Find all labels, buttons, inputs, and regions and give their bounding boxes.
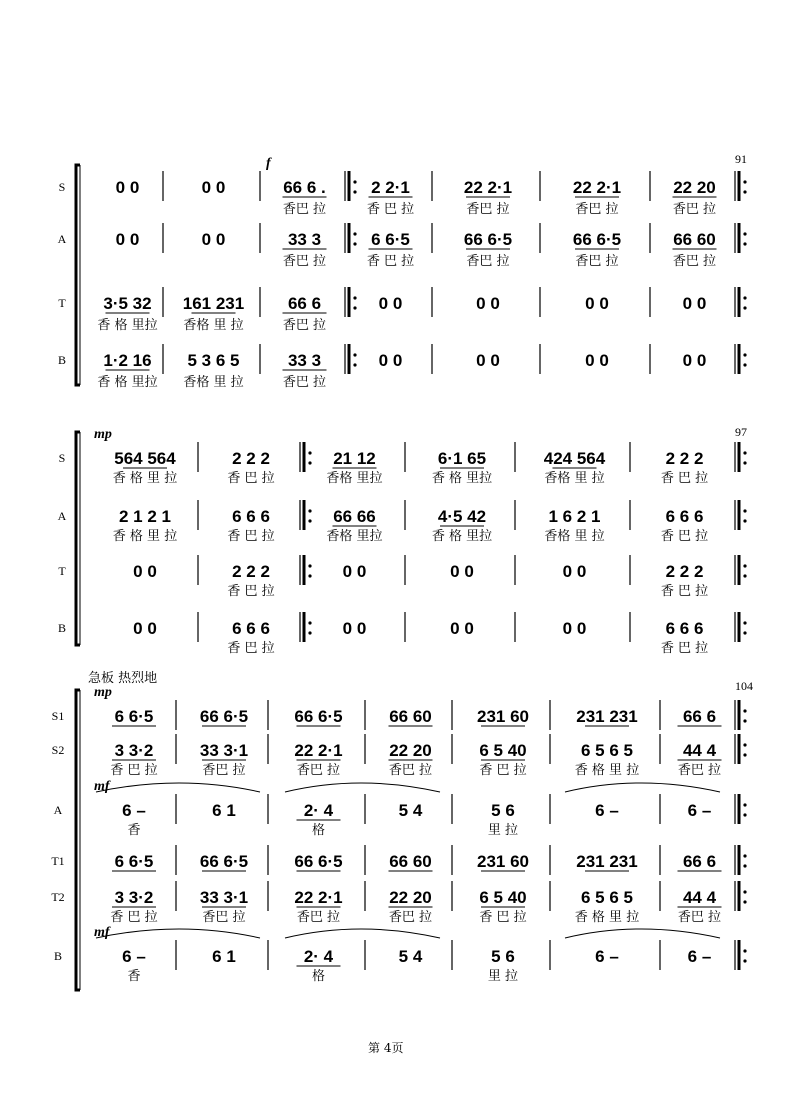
repeat-dot [308, 509, 311, 512]
note-group: 0 0 [450, 562, 474, 581]
repeat-dot [743, 813, 746, 816]
note-group: 66 6 [682, 852, 717, 871]
note-group: 0 0 [115, 178, 140, 197]
note-group: 0 0 [585, 294, 609, 313]
repeat-dot [743, 353, 746, 356]
note-group: 2 2 2 [665, 562, 704, 581]
repeat-dot [743, 564, 746, 567]
note-group: 6 6·5 [114, 852, 154, 871]
lyric-text: 里 拉 [487, 823, 519, 838]
repeat-dot [743, 864, 746, 867]
note-group: 2· 4 [303, 801, 334, 820]
repeat-dot [743, 574, 746, 577]
repeat-dot [743, 709, 746, 712]
note-group: 66 6·5 [294, 852, 343, 871]
note-group: 4·5 42 [437, 507, 487, 526]
note-group: 161 231 [182, 294, 245, 313]
tempo-marking: 急板 热烈地 [88, 671, 158, 686]
part-label: S [58, 180, 66, 194]
repeat-dot [743, 890, 746, 893]
repeat-dot [743, 242, 746, 245]
note-group: 1·2 16 [103, 351, 152, 370]
note-group: 5 3 6 5 [187, 351, 240, 370]
lyric-text: 香 巴 拉 [110, 763, 158, 778]
lyric-text: 香 巴 拉 [479, 763, 527, 778]
slur [96, 783, 260, 792]
dynamic-marking: mp [94, 685, 112, 700]
note-group: 44 4 [682, 888, 717, 907]
note-group: 6 – [122, 947, 146, 966]
lyric-text: 香 格 里 拉 [112, 471, 178, 486]
dynamic-marking: mp [94, 427, 112, 442]
repeat-dot [743, 959, 746, 962]
note-group: 6 6·5 [114, 707, 154, 726]
note-group: 66 60 [673, 230, 716, 249]
lyric-text: 香巴 拉 [466, 254, 510, 269]
repeat-dot [308, 519, 311, 522]
note-group: 3·5 32 [103, 294, 152, 313]
page-footer: 第 4页 [368, 1041, 404, 1055]
note-group: 5 4 [398, 947, 423, 966]
measure-number: 91 [735, 152, 747, 166]
system-bracket [76, 165, 80, 385]
lyric-text: 香 格 里 拉 [112, 529, 178, 544]
lyric-text: 香巴 拉 [575, 254, 619, 269]
repeat-dot [353, 242, 356, 245]
lyric-text: 香巴 拉 [672, 202, 717, 217]
lyric-text: 香巴 拉 [202, 763, 246, 778]
note-group: 0 0 [201, 178, 226, 197]
note-group: 6·1 65 [437, 449, 487, 468]
part-label: T [58, 296, 66, 310]
repeat-dot [743, 854, 746, 857]
repeat-dot [743, 451, 746, 454]
note-group: 1 6 2 1 [548, 507, 601, 526]
repeat-dot [308, 621, 311, 624]
note-group: 0 0 [133, 562, 157, 581]
note-group: 0 0 [342, 562, 367, 581]
lyric-text: 香 [127, 969, 141, 984]
repeat-dot [743, 753, 746, 756]
lyric-text: 香巴 拉 [202, 910, 246, 925]
lyric-text: 香 巴 拉 [366, 202, 415, 217]
note-group: 6 6·5 [371, 230, 410, 249]
note-group: 6 6 6 [232, 619, 270, 638]
lyric-text: 香 巴 拉 [660, 471, 709, 486]
lyric-text: 香 巴 拉 [227, 529, 275, 544]
lyric-text: 香格 里拉 [326, 471, 383, 486]
note-group: 6 6 6 [232, 507, 270, 526]
lyric-text: 香 巴 拉 [366, 254, 415, 269]
measure-number: 97 [735, 425, 747, 439]
lyric-text: 香 格 里拉 [97, 375, 158, 390]
repeat-dot [743, 180, 746, 183]
lyric-text: 里 拉 [487, 969, 519, 984]
lyric-text: 香 格 里拉 [431, 529, 493, 544]
lyric-text: 香巴 拉 [282, 375, 327, 390]
note-group: 0 0 [378, 294, 403, 313]
part-label: A [57, 509, 67, 523]
note-group: 0 0 [562, 562, 587, 581]
note-group: 21 12 [333, 449, 376, 468]
repeat-dot [308, 451, 311, 454]
measure-number: 104 [735, 679, 753, 693]
lyric-text: 香 巴 拉 [227, 584, 275, 599]
note-group: 2 2·1 [371, 178, 410, 197]
system-bracket [76, 432, 80, 645]
repeat-dot [308, 631, 311, 634]
repeat-dot [743, 743, 746, 746]
note-group: 33 3 [287, 230, 322, 249]
lyric-text: 香巴 拉 [575, 202, 619, 217]
note-group: 22 2·1 [463, 178, 513, 197]
part-label: A [57, 232, 67, 246]
repeat-dot [353, 353, 356, 356]
lyric-text: 香 巴 拉 [227, 641, 275, 656]
part-label: T2 [51, 890, 65, 904]
repeat-dot [743, 296, 746, 299]
note-group: 6 – [595, 801, 619, 820]
note-group: 22 20 [673, 178, 716, 197]
part-label: T1 [51, 854, 65, 868]
note-group: 231 60 [477, 707, 529, 726]
repeat-dot [743, 949, 746, 952]
lyric-text: 香格 里 拉 [183, 318, 244, 333]
lyric-text: 香巴 拉 [296, 763, 341, 778]
note-group: 6 1 [212, 947, 236, 966]
note-group: 33 3 [287, 351, 322, 370]
note-group: 0 0 [342, 619, 367, 638]
lyric-text: 香 巴 拉 [660, 529, 709, 544]
lyric-text: 香 巴 拉 [660, 641, 709, 656]
repeat-dot [743, 803, 746, 806]
part-label: S [58, 451, 66, 465]
note-group: 2· 4 [303, 947, 334, 966]
repeat-dot [743, 190, 746, 193]
note-group: 3 3·2 [114, 888, 154, 907]
note-group: 33 3·1 [199, 741, 249, 760]
slur [285, 929, 440, 938]
note-group: 33 3·1 [199, 888, 249, 907]
repeat-dot [743, 621, 746, 624]
note-group: 66 6 [682, 707, 717, 726]
note-group: 6 5 40 [479, 741, 527, 760]
lyric-text: 格 [311, 969, 326, 984]
part-label: B [53, 949, 63, 963]
lyric-text: 香巴 拉 [672, 254, 717, 269]
note-group: 0 0 [562, 619, 587, 638]
part-label: A [53, 803, 63, 817]
note-group: 3 3·2 [114, 741, 154, 760]
note-group: 0 0 [476, 294, 500, 313]
note-group: 66 66 [333, 507, 376, 526]
note-group: 231 231 [576, 852, 638, 871]
note-group: 6 6 6 [665, 619, 704, 638]
note-group: 6 1 [212, 801, 236, 820]
note-group: 2 2 2 [232, 449, 270, 468]
repeat-dot [743, 900, 746, 903]
lyric-text: 香 巴 拉 [660, 584, 709, 599]
dynamic-marking: mf [94, 779, 110, 794]
note-group: 22 20 [389, 741, 432, 760]
slur [285, 783, 440, 792]
lyric-text: 格 [311, 823, 326, 838]
part-label: B [57, 621, 67, 635]
note-group: 6 5 40 [479, 888, 527, 907]
repeat-dot [353, 296, 356, 299]
note-group: 22 2·1 [294, 888, 343, 907]
lyric-text: 香格 里 拉 [183, 375, 244, 390]
dynamic-marking: mf [94, 925, 110, 940]
system-bracket [76, 690, 80, 990]
lyric-text: 香巴 拉 [282, 318, 327, 333]
note-group: 66 60 [389, 707, 432, 726]
note-group: 424 564 [543, 449, 606, 468]
note-group: 66 6 [287, 294, 322, 313]
note-group: 66 6·5 [572, 230, 622, 249]
note-group: 6 – [687, 801, 712, 820]
repeat-dot [353, 190, 356, 193]
repeat-dot [353, 306, 356, 309]
lyric-text: 香 巴 拉 [479, 910, 527, 925]
repeat-dot [353, 180, 356, 183]
note-group: 0 0 [115, 230, 140, 249]
note-group: 44 4 [682, 741, 717, 760]
part-label: S1 [51, 709, 65, 723]
slur [565, 929, 720, 938]
note-group: 66 6·5 [199, 852, 249, 871]
lyric-text: 香格 里拉 [326, 529, 383, 544]
note-group: 2 2 2 [665, 449, 704, 468]
note-group: 0 0 [450, 619, 474, 638]
slur [565, 783, 720, 792]
repeat-dot [353, 363, 356, 366]
repeat-dot [353, 232, 356, 235]
note-group: 231 231 [576, 707, 638, 726]
note-group: 0 0 [682, 351, 707, 370]
lyric-text: 香 格 里 拉 [574, 763, 640, 778]
slur [96, 929, 260, 938]
repeat-dot [743, 719, 746, 722]
note-group: 6 5 6 5 [581, 888, 633, 907]
note-group: 6 5 6 5 [581, 741, 633, 760]
note-group: 0 0 [133, 619, 157, 638]
note-group: 2 2 2 [232, 562, 270, 581]
lyric-text: 香巴 拉 [466, 202, 510, 217]
note-group: 66 60 [389, 852, 432, 871]
lyric-text: 香格 里 拉 [544, 529, 605, 544]
note-group: 6 – [687, 947, 712, 966]
lyric-text: 香 格 里拉 [431, 471, 493, 486]
note-group: 0 0 [476, 351, 500, 370]
repeat-dot [743, 519, 746, 522]
note-group: 6 – [595, 947, 619, 966]
note-group: 66 6·5 [463, 230, 513, 249]
lyric-text: 香巴 拉 [282, 202, 327, 217]
lyric-text: 香 格 里拉 [97, 318, 158, 333]
repeat-dot [743, 509, 746, 512]
lyric-text: 香巴 拉 [388, 763, 433, 778]
note-group: 5 4 [398, 801, 423, 820]
note-group: 66 6 . [283, 178, 326, 197]
note-group: 6 6 6 [665, 507, 704, 526]
note-group: 0 0 [682, 294, 707, 313]
lyric-text: 香巴 拉 [282, 254, 327, 269]
note-group: 22 2·1 [294, 741, 343, 760]
lyric-text: 香 巴 拉 [227, 471, 275, 486]
lyric-text: 香巴 拉 [388, 910, 433, 925]
repeat-dot [743, 631, 746, 634]
repeat-dot [308, 461, 311, 464]
part-label: S2 [51, 743, 65, 757]
repeat-dot [308, 574, 311, 577]
repeat-dot [743, 461, 746, 464]
note-group: 2 1 2 1 [119, 507, 171, 526]
part-label: B [57, 353, 67, 367]
note-group: 0 0 [201, 230, 226, 249]
note-group: 231 60 [477, 852, 529, 871]
lyric-text: 香 格 里 拉 [574, 910, 640, 925]
part-label: T [58, 564, 66, 578]
lyric-text: 香格 里 拉 [544, 471, 605, 486]
note-group: 564 564 [114, 449, 176, 468]
note-group: 5 6 [491, 947, 515, 966]
lyric-text: 香巴 拉 [677, 910, 722, 925]
note-group: 0 0 [378, 351, 403, 370]
note-group: 5 6 [491, 801, 515, 820]
lyric-text: 香 [127, 823, 141, 838]
repeat-dot [743, 306, 746, 309]
repeat-dot [743, 232, 746, 235]
repeat-dot [308, 564, 311, 567]
note-group: 22 20 [389, 888, 432, 907]
repeat-dot [743, 363, 746, 366]
note-group: 0 0 [585, 351, 609, 370]
note-group: 66 6·5 [199, 707, 249, 726]
note-group: 22 2·1 [572, 178, 622, 197]
note-group: 6 – [122, 801, 146, 820]
dynamic-marking: f [266, 156, 271, 171]
lyric-text: 香巴 拉 [677, 763, 722, 778]
note-group: 66 6·5 [294, 707, 343, 726]
lyric-text: 香 巴 拉 [110, 910, 158, 925]
lyric-text: 香巴 拉 [296, 910, 341, 925]
